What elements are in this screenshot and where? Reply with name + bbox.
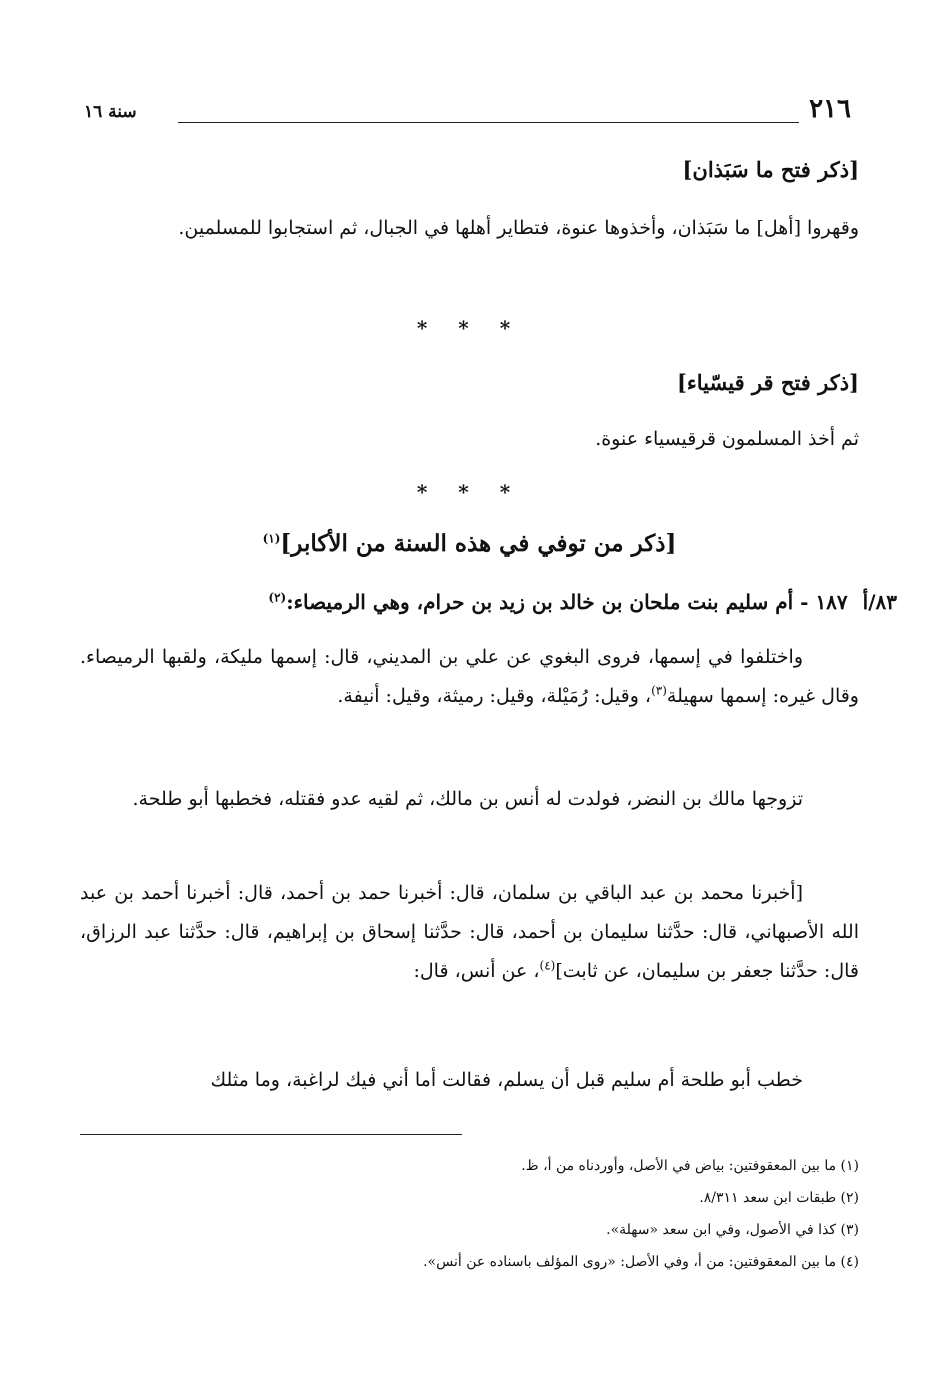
paragraph-isnad bbox=[80, 874, 859, 991]
header-rule bbox=[178, 122, 799, 123]
paragraph-text: ، وقيل: رُمَيْلة، وقيل: رميثة، وقيل: أنيفة. bbox=[337, 685, 652, 707]
paragraph-masabadhan: وقهروا [أهل] ما سَبَذان، وأخذوها عنوة، فتطاير أهلها في الجبال، ثم استجابوا للمسلمين. bbox=[178, 217, 859, 239]
running-header-year: سنة ١٦ bbox=[84, 102, 137, 122]
paragraph-marriage: تزوجها مالك بن النضر، فولدت له أنس بن مالك، ثم لقيه عدو فقتله، فخطبها أبو طلحة. bbox=[132, 788, 803, 810]
page-number: ٢١٦ bbox=[809, 94, 851, 124]
paragraph-qarqisiya: ثم أخذ المسلمون قرقيسياء عنوة. bbox=[595, 428, 859, 450]
section-separator: * * * bbox=[416, 316, 523, 340]
biography-entry-title bbox=[80, 587, 897, 617]
heading-text: [ذكر من توفي في هذه السنة من الأكابر] bbox=[280, 530, 677, 557]
entry-name: - أم سليم بنت ملحان بن خالد بن زيد بن حرام، وهي الرميصاء: bbox=[286, 590, 809, 614]
paragraph-text: واختلفوا في إسمها، فروى البغوي عن علي بن المديني، قال: إسمها مليكة، ولقبها الرميصاء. وقال غيره: إسمها سهيلة bbox=[80, 646, 859, 707]
paragraph-hadith: خطب أبو طلحة أم سليم قبل أن يسلم، فقالت أما أني فيك لراغبة، وما مثلك bbox=[210, 1069, 803, 1091]
section-heading-deaths bbox=[0, 530, 939, 557]
paragraph-text: ، عن أنس، قال: bbox=[413, 960, 540, 982]
footnote-rule bbox=[80, 1134, 462, 1135]
footnote-3: (٣) كذا في الأصول، وفي ابن سعد «سهلة». bbox=[606, 1222, 859, 1238]
footnote-4: (٤) ما بين المعقوفتين: من أ، وفي الأصل: «روى المؤلف باسناده عن أنس». bbox=[423, 1254, 859, 1270]
paragraph-text: [أخبرنا محمد بن عبد الباقي بن سلمان، قال: أخبرنا حمد بن أحمد، قال: أخبرنا أحمد بن عبد الله الأصبهاني، قال: حدَّثنا سليمان بن أحمد، قال: حدَّثنا إسحاق بن إبراهيم، قال: حدَّثنا عبد الرزاق، قال: حدَّثنا جعفر بن سليمان، عن ثابت] bbox=[80, 882, 859, 982]
footnote-marker: (٣) bbox=[651, 683, 667, 698]
footnote-marker: (١) bbox=[262, 531, 281, 546]
manuscript-folio-ref: ٨٣/أ bbox=[862, 590, 897, 614]
footnote-marker: (٢) bbox=[268, 590, 287, 605]
paragraph-names bbox=[80, 638, 859, 716]
section-heading-masabadhan: [ذكر فتح ما سَبَذان] bbox=[682, 157, 859, 182]
section-heading-qarqisiya: [ذكر فتح قر قيسّياء] bbox=[676, 370, 859, 395]
footnote-1: (١) ما بين المعقوفتين: بياض في الأصل، وأوردناه من أ، ظ. bbox=[521, 1158, 859, 1174]
footnote-2: (٢) طبقات ابن سعد ٨/٣١١. bbox=[699, 1190, 859, 1206]
entry-number: ١٨٧ bbox=[815, 590, 848, 614]
section-separator: * * * bbox=[416, 480, 523, 504]
footnote-marker: (٤) bbox=[539, 958, 556, 973]
